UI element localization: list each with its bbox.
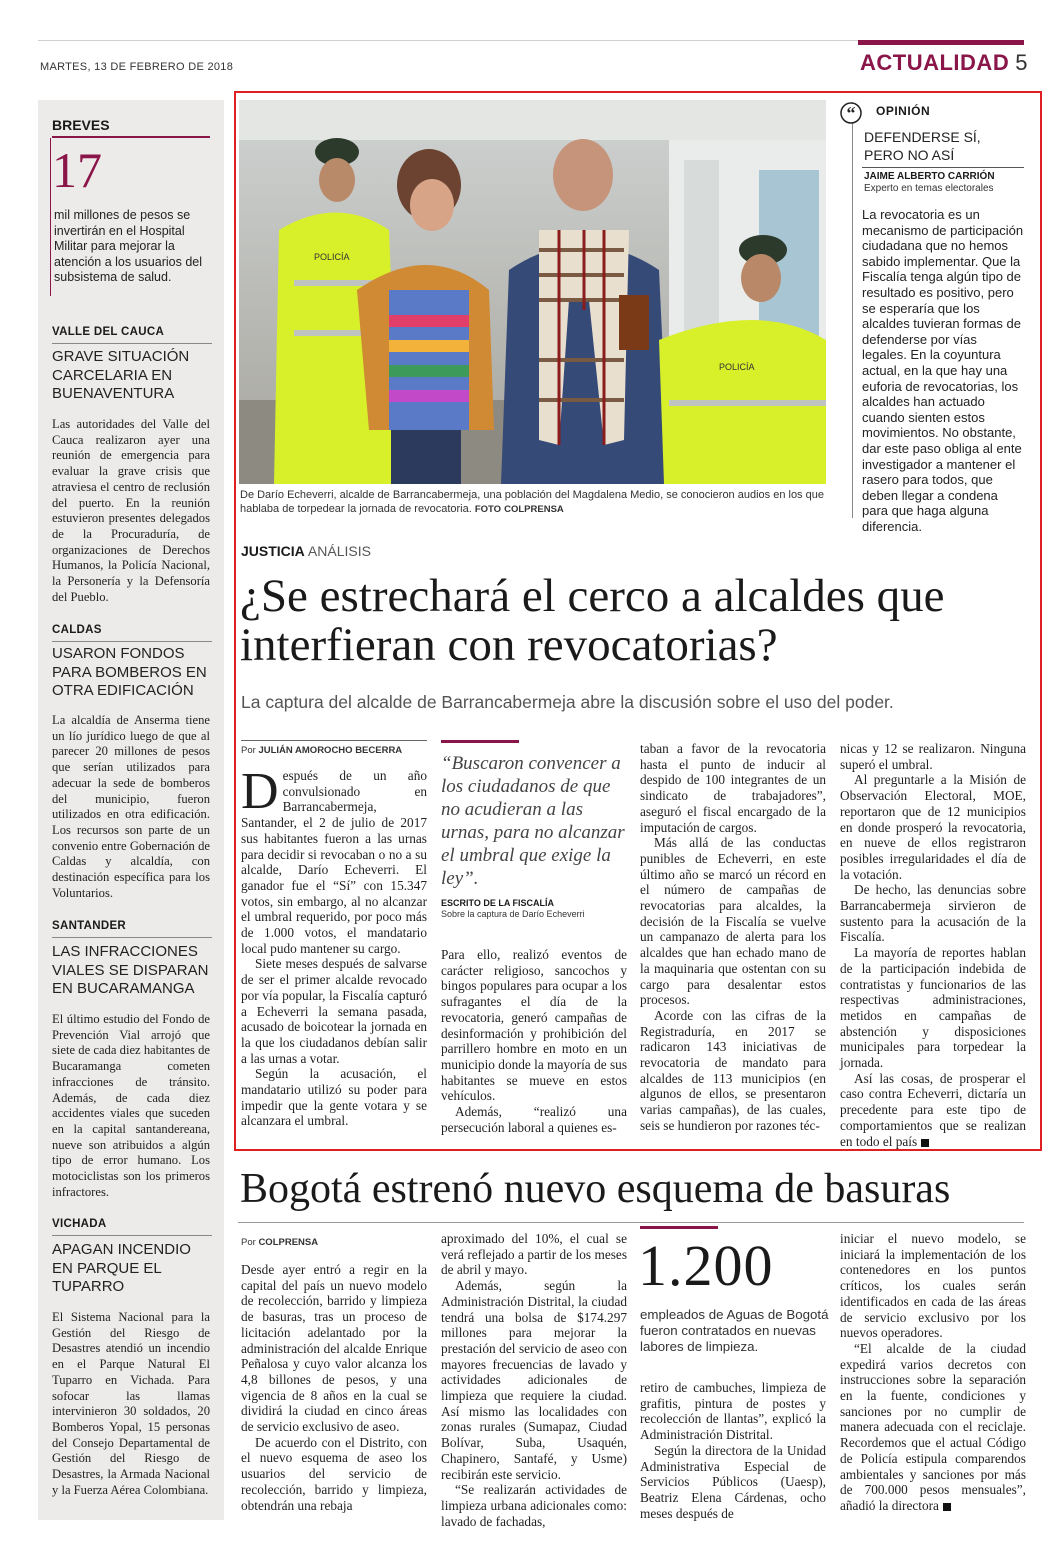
opinion-title-rule: [862, 167, 1024, 168]
story-paragraph: aproximado del 10%, el cual se verá reflejado a partir de los meses de abril y mayo.: [441, 1231, 627, 1278]
news-photo: [239, 100, 826, 484]
photo-credit-label: FOTO: [474, 504, 502, 515]
svg-text:“: “: [846, 103, 856, 123]
brief-text: Las autoridades del Valle del Cauca realizaron ayer una reunión de emergencia para evaluar la grave crisis que atraviesa el centro de reclusión del puerto. En la reunión estuvieron presentes delegados de la Procuraduría, de organizaciones de Derechos Humanos, la Policía Nacional, la Personería y la Defensoría del Pueblo.: [52, 417, 210, 604]
photo-credit: COLPRENSA: [504, 504, 564, 515]
story-paragraph: iniciar el nuevo modelo, se iniciará la implementación de los contenedores en los puntos críticos, los cuales serán identificados en cada de las áreas de servicio exclusivo por los nuevos operadores.: [840, 1231, 1026, 1341]
breves-title: BREVES: [52, 117, 110, 133]
story-paragraph: De hecho, las denuncias sobre Barrancabermeja sirvieron de sustento para la acusación de la Fiscalía.: [840, 882, 1026, 945]
story-paragraph: Más allá de las conductas punibles de Echeverri, en este último año se marcó un récord en el número de campañas de revocatorias para alcaldes, la decisión de la Fiscalía se vuelve un campanazo de alerta para los alcaldes que han echado mano de la maquinaria que ostentan con su cargo para desalentar estos procesos.: [640, 835, 826, 1008]
brief-region: CALDAS: [52, 624, 102, 636]
story-paragraph: Además, “realizó una persecución laboral a quienes es-: [441, 1104, 627, 1135]
brief-region: VALLE DEL CAUCA: [52, 326, 165, 338]
opinion-title: DEFENDERSE SÍ, PERO NO ASÍ: [864, 129, 981, 163]
second-big-number: 1.200: [638, 1233, 774, 1298]
main-subheadline: La captura del alcalde de Barrancabermeja abre la discusión sobre el uso del poder.: [241, 692, 894, 712]
opinion-author-role: Experto en temas electorales: [864, 183, 994, 194]
opinion-label: OPINIÓN: [876, 104, 931, 118]
story-paragraph: Según la acusación, el mandatario utilizó su poder para impedir que la gente votara y se alcanzara el umbral.: [241, 1066, 427, 1129]
opinion-author: JAIME ALBERTO CARRIÓN: [864, 171, 995, 182]
story-paragraph: Según la directora de la Unidad Administrativa Especial de Servicios Públicos (Uaesp), Beatriz Elena Cárdenas, ocho meses después de: [640, 1442, 826, 1521]
story-paragraph: Acorde con las cifras de la Registraduría, en 2017 se radicaron 143 iniciativas de revocatoria de mandato para alcaldes de 113 municipios (en algunos de ellos, se presentaron varias campañas), de las cuales, seis se hundieron por razones téc-: [640, 1007, 826, 1133]
story-kicker: [241, 543, 371, 559]
issue-date: MARTES, 13 DE FEBRERO DE 2018: [40, 61, 234, 73]
brief-rule: [52, 641, 212, 642]
brief-text: El último estudio del Fondo de Prevención Vial arrojó que siete de cada diez habitantes de Bucaramanga cometen infracciones de tránsito. Además, de cada diez accidentes viales que suceden en la capital santandereana, nueve son atribuidos a algún tipo de error humano. Los motociclistas son los primeros infractores.: [52, 1012, 210, 1199]
story-paragraph: taban a favor de la revocatoria hasta el punto de inducir al despido de 100 integrantes de un sindicato de trabajadores”, aseguró el fiscal encargado de la imputación de cargos.: [640, 741, 826, 835]
end-mark-icon: [943, 1503, 951, 1511]
story-paragraph: nicas y 12 se realizaron. Ninguna superó el umbral.: [840, 741, 1026, 772]
byline-author: COLPRENSA: [258, 1237, 319, 1248]
drop-cap: D: [241, 763, 279, 820]
story-paragraph: retiro de cambuches, limpieza de grafitis, pintura de postes y recolección de llantas”, explicó la Administración Distrital.: [640, 1380, 826, 1443]
brief-rule: [52, 343, 212, 344]
brief-title: LAS INFRACCIONES VIALES SE DISPARAN EN BUCARAMANGA: [52, 943, 209, 997]
second-big-number-text: empleados de Aguas de Bogotá fueron contratados en nuevas labores de limpieza.: [640, 1307, 829, 1354]
section-title: [860, 50, 1028, 76]
story-paragraph: Después de un año convulsionado en Barrancabermeja, Santander, el 2 de julio de 2017 sus habitantes fueron a las urnas para decidir si revocaban o no a su alcalde, Darío Echeverri. El ganador fue el “Sí” con 15.347 votos, sin embargo, al no alcanzar el umbral requerido, por poco más de 1.000 votos, el mandatario local pudo mantener su cargo.: [241, 763, 427, 956]
story-column-3: [640, 741, 826, 1134]
byline-prefix: Por: [241, 745, 256, 756]
pull-quote-source-detail: Sobre la captura de Darío Echeverri: [441, 909, 585, 919]
section-name: ACTUALIDAD: [860, 50, 1010, 75]
pull-quote-bar: [441, 740, 519, 743]
pull-quote: “Buscaron convencer a los ciudadanos de que no acudieran a las urnas, para no alcanzar el umbral que exige la ley”.: [441, 753, 625, 889]
story-paragraph: De acuerdo con el Distrito, con el nuevo esquema de aseo los usuarios del servicio de recolección, barrido y limpieza, obtendrán una rebaja: [241, 1434, 427, 1513]
brief-text: El Sistema Nacional para la Gestión del Riesgo de Desastres atendió un incendio en el Parque Natural El Tuparro en Vichada. Para sofocar las llamas intervinieron 30 soldados, 20 Bomberos Yopal, 15 personas del Consejo Departamental de Gestión del Riesgo de Desastres, la Armada Nacional y la Fuerza Aérea Colombiana.: [52, 1310, 210, 1497]
breves-big-number: 17: [52, 142, 102, 198]
brief-text: La alcaldía de Anserma tiene un lío jurídico luego de que al parecer 20 millones de pesos que serían utilizados para adecuar la sede de bomberos del municipio, fueron utilizados en otra edificación. Los recursos son parte de un convenio entre Gobernación de Caldas y alcaldía, con destinación específica para los Voluntarios.: [52, 713, 210, 900]
main-byline: [241, 745, 402, 756]
brief-rule: [52, 937, 212, 938]
vest-label: POLICÍA: [719, 362, 755, 372]
byline-prefix: Por: [241, 1237, 256, 1248]
story-paragraph: “Se realizarán actividades de limpieza urbana adicionales como: lavado de fachadas,: [441, 1482, 627, 1529]
kicker-type: ANÁLISIS: [307, 543, 371, 559]
second-byline: [241, 1237, 318, 1248]
story-column-2: [441, 947, 627, 1135]
story-paragraph: Desde ayer entró a regir en la capital del país un nuevo modelo de recolección, barrido y limpieza de basuras, tras un proceso de licitación adelantado por la administración del alcalde Enrique Peñalosa y cuyo valor alcanza los 4,8 billones de pesos, y una vigencia de 8 años en la cual se dividirá la ciudad en cinco áreas de servicio exclusivo de aseo.: [241, 1262, 427, 1435]
opinion-rule: [852, 102, 853, 518]
big-number-bar: [640, 1226, 718, 1229]
breves-vertical-rule: [50, 138, 51, 296]
photo-illustration: [239, 100, 826, 484]
second-column-3: [640, 1380, 826, 1521]
second-column-1: [241, 1262, 427, 1513]
story-paragraph: Además, según la Administración Distrital, la ciudad tendrá una bolsa de $174.297 millones para mejorar la prestación del servicio de aseo con mayores frecuencias de lavado y actividades adicionales de limpieza que requiere la ciudad. Así mismo las localidades con zonas rurales (Sumapaz, Ciudad Bolívar, Suba, Usaquén, Chapinero, Santafé, y Usme) recibirán este servicio.: [441, 1278, 627, 1482]
brief-rule: [52, 1235, 212, 1236]
page-number: 5: [1015, 50, 1028, 75]
story-column-4: [840, 741, 1026, 1149]
second-headline: Bogotá estrenó nuevo esquema de basuras: [240, 1166, 951, 1212]
section-accent-bar: [858, 40, 1024, 45]
story-paragraph: La mayoría de reportes hablan de la participación indebida de contratistas y funcionarios de las respectivas administraciones, metidos en campañas de abstención y disposiciones municipales para torpedear la jornada.: [840, 945, 1026, 1071]
story-paragraph: Así las cosas, de prosperar el caso contra Echeverri, dictaría un precedente para este tipo de comportamientos que se realizan en todo el país: [840, 1070, 1026, 1149]
story-paragraph: Para ello, realizó eventos de carácter religioso, sancochos y bingos populares para ocupar a los sufragantes el día de la revocatoria, generó campañas de desinformación y prohibición del parrillero hombre en moto en un municipio donde la mayoría de sus habitantes se mueve en estos vehículos.: [441, 947, 627, 1104]
brief-title: USARON FONDOS PARA BOMBEROS EN OTRA EDIFICACIÓN: [52, 645, 207, 699]
pull-quote-source: ESCRITO DE LA FISCALÍA: [441, 898, 555, 908]
story-paragraph: “El alcalde de la ciudad expedirá varios decretos con instrucciones sobre la separación en la fuente, condiciones y sanciones por no cumplir de manera adecuada con el reciclaje. Recordemos que el actual Código de Policía estipula comparendos ambientales y sanciones por más de 700.000 pesos mensuales”, añadió la directora: [840, 1340, 1026, 1513]
story-paragraph: Siete meses después de salvarse de ser el primer alcalde revocado por vía popular, la Fiscalía capturó a Echeverri la semana pasada, acusado de boicotear la jornada en la que los ciudadanos debían salir a las urnas a votar.: [241, 956, 427, 1066]
column-rule: [241, 740, 427, 741]
opinion-text: La revocatoria es un mecanismo de participación ciudadana que no hemos sabido implementar. Que la Fiscalía tenga algún tipo de resultado es positivo, pero se esperaría que los alcaldes tuvieran formas de defenderse por vías legales. En la coyuntura actual, en la que hay una euforia de revocatorias, los alcaldes han actuado cuando sienten estos movimientos. No obstante, dar este paso obliga al ente investigador a mantener el rasero para todos, que deben llegar a condena para que haga alguna diferencia.: [862, 207, 1024, 534]
photo-caption: [240, 488, 826, 517]
main-headline: ¿Se estrechará el cerco a alcaldes que interfieran con revocatorias?: [240, 570, 945, 671]
brief-title: GRAVE SITUACIÓN CARCELARIA EN BUENAVENTURA: [52, 348, 190, 402]
breves-rule: [52, 136, 210, 138]
second-column-4: [840, 1231, 1026, 1514]
quote-icon: [840, 102, 862, 124]
story-column-1: [241, 763, 427, 1129]
brief-region: SANTANDER: [52, 920, 127, 932]
story-paragraph: Al preguntarle a la Misión de Observación Electoral, MOE, reportaron que de 12 municipios en donde prosperó la revocatoria, en nueve de ellos registraron posibles irregularidades el día de la votación.: [840, 772, 1026, 882]
breves-big-number-text: mil millones de pesos se invertirán en el Hospital Militar para mejorar la atención a los usuarios del subsistema de salud.: [54, 208, 203, 285]
kicker-section: JUSTICIA: [241, 543, 305, 559]
second-column-2: [441, 1231, 627, 1529]
caption-text: De Darío Echeverri, alcalde de Barrancabermeja, una población del Magdalena Medio, se conocieron audios en los que hablaba de torpedear la jornada de revocatoria.: [240, 489, 824, 515]
vest-label: POLICÍA: [314, 252, 350, 262]
byline-author: JULIÁN AMOROCHO BECERRA: [258, 745, 403, 756]
second-story-rule: [238, 1222, 1024, 1223]
end-mark-icon: [921, 1139, 929, 1147]
brief-title: APAGAN INCENDIO EN PARQUE EL TUPARRO: [52, 1241, 191, 1295]
brief-region: VICHADA: [52, 1218, 107, 1230]
